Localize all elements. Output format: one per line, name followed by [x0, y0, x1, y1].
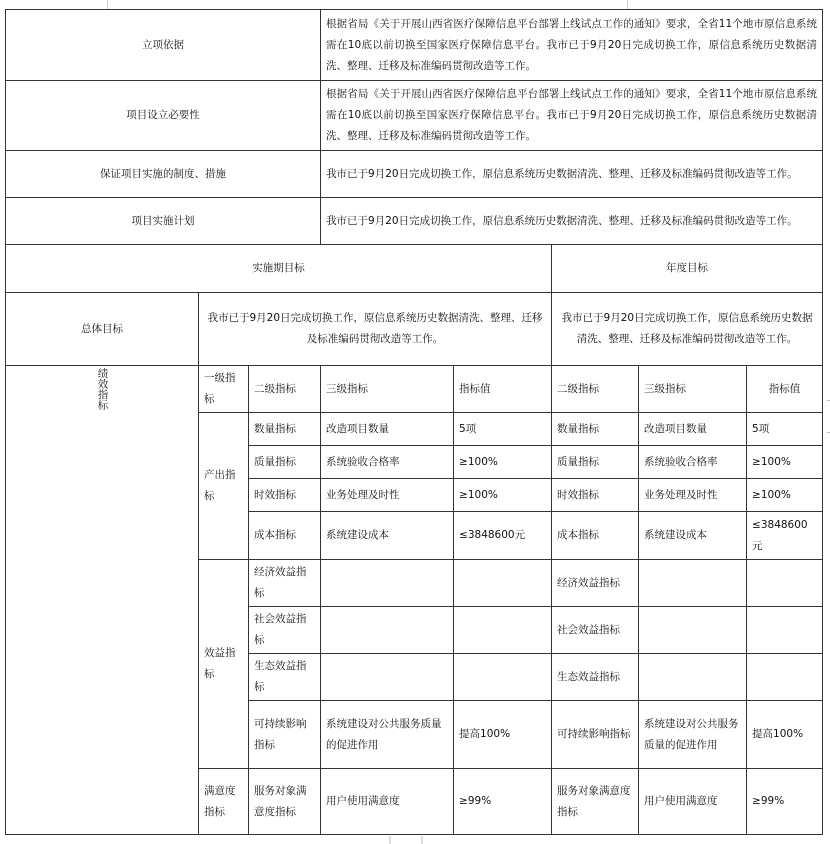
- header-value: 指标值: [454, 366, 552, 413]
- cell-l3-annual: 系统验收合格率: [639, 446, 747, 479]
- basis-text: 根据省局《关于开展山西省医疗保障信息平台部署上线试点工作的通知》要求，全省11个地市原信息系统需在10底以前切换至国家医疗保障信息平台。我市已于9月20日完成切换工作，原信息系统历史数据清洗、整理、迁移及标准编码贯彻改造等工作。: [321, 10, 823, 81]
- cell-l2-annual: 经济效益指标: [552, 560, 639, 607]
- cell-value-annual: ≥100%: [747, 446, 823, 479]
- header-value-annual: 指标值: [747, 366, 823, 413]
- cell-l3-annual: 改造项目数量: [639, 413, 747, 446]
- annual-goal-text: 我市已于9月20日完成切换工作，原信息系统历史数据清洗、整理、迁移及标准编码贯彻改造等工作。: [552, 293, 823, 366]
- cell-l3: [321, 654, 454, 701]
- row-goal-headers: [6, 245, 823, 293]
- cell-l3: [321, 560, 454, 607]
- header-level3-annual: 三级指标: [639, 366, 747, 413]
- cell-l3-annual: [639, 654, 747, 701]
- cell-l3-annual: [639, 560, 747, 607]
- cell-l2: 时效指标: [249, 479, 321, 512]
- page-guide-line: [107, 0, 108, 9]
- row-implementation-plan: [6, 198, 823, 245]
- cell-l2-annual: 数量指标: [552, 413, 639, 446]
- cell-l3: 系统建设成本: [321, 512, 454, 560]
- cell-value-annual: [747, 607, 823, 654]
- cell-l2: 社会效益指标: [249, 607, 321, 654]
- cell-l3: 系统建设对公共服务质量的促进作用: [321, 701, 454, 769]
- header-level2: 二级指标: [249, 366, 321, 413]
- cell-l2: 数量指标: [249, 413, 321, 446]
- cell-value: 提高100%: [454, 701, 552, 769]
- cell-value-annual: 5项: [747, 413, 823, 446]
- cell-l3: 业务处理及时性: [321, 479, 454, 512]
- implementation-goal-header: 实施期目标: [6, 245, 552, 293]
- row-implementation-measures: [6, 151, 823, 198]
- cell-l3-annual: 业务处理及时性: [639, 479, 747, 512]
- header-level1: 一级指标: [199, 366, 249, 413]
- cell-l3-annual: 系统建设成本: [639, 512, 747, 560]
- row-project-basis: [6, 10, 823, 81]
- cell-l2: 质量指标: [249, 446, 321, 479]
- cell-value: ≤3848600元: [454, 512, 552, 560]
- cell-value-annual: ≤3848600元: [747, 512, 823, 560]
- cell-value-annual: 提高100%: [747, 701, 823, 769]
- performance-indicators-text: 绩效指标: [96, 368, 109, 410]
- cell-l3-annual: [639, 607, 747, 654]
- cell-l3-annual: 用户使用满意度: [639, 769, 747, 835]
- cell-l2-annual: 可持续影响指标: [552, 701, 639, 769]
- cell-l2-annual: 社会效益指标: [552, 607, 639, 654]
- cell-l2-annual: 成本指标: [552, 512, 639, 560]
- basis-label: 立项依据: [6, 10, 321, 81]
- cell-l2: 生态效益指标: [249, 654, 321, 701]
- cell-l2-annual: 时效指标: [552, 479, 639, 512]
- cell-value: [454, 560, 552, 607]
- cell-value: ≥100%: [454, 479, 552, 512]
- cell-l3: 用户使用满意度: [321, 769, 454, 835]
- cell-value-annual: [747, 654, 823, 701]
- measures-text: 我市已于9月20日完成切换工作，原信息系统历史数据清洗、整理、迁移及标准编码贯彻改造等工作。: [321, 151, 823, 198]
- overall-goal-label: 总体目标: [6, 293, 199, 366]
- cell-l2: 服务对象满意度指标: [249, 769, 321, 835]
- necessity-text: 根据省局《关于开展山西省医疗保障信息平台部署上线试点工作的通知》要求，全省11个地市原信息系统需在10底以前切换至国家医疗保障信息平台。我市已于9月20日完成切换工作，原信息系统历史数据清洗、整理、迁移及标准编码贯彻改造等工作。: [321, 81, 823, 151]
- cell-value: [454, 607, 552, 654]
- cell-l3: [321, 607, 454, 654]
- cell-l3: 改造项目数量: [321, 413, 454, 446]
- cell-l2-annual: 质量指标: [552, 446, 639, 479]
- row-overall-goal: [6, 293, 823, 366]
- necessity-label: 项目设立必要性: [6, 81, 321, 151]
- header-level2-annual: 二级指标: [552, 366, 639, 413]
- cell-l2: 可持续影响指标: [249, 701, 321, 769]
- page-guide-line: [627, 0, 628, 9]
- cell-l2: 成本指标: [249, 512, 321, 560]
- cell-value-annual: [747, 560, 823, 607]
- cell-value: ≥100%: [454, 446, 552, 479]
- page-edge-marks: [372, 836, 442, 844]
- cell-value: [454, 654, 552, 701]
- cell-value: 5项: [454, 413, 552, 446]
- measures-label: 保证项目实施的制度、措施: [6, 151, 321, 198]
- cell-value: ≥99%: [454, 769, 552, 835]
- cell-l3-annual: 系统建设对公共服务质量的促进作用: [639, 701, 747, 769]
- cell-value-annual: ≥100%: [747, 479, 823, 512]
- satisfaction-indicators-label: 满意度指标: [199, 769, 249, 835]
- cell-l2: 经济效益指标: [249, 560, 321, 607]
- cell-l2-annual: 服务对象满意度指标: [552, 769, 639, 835]
- benefit-indicators-label: 效益指标: [199, 560, 249, 769]
- project-table: [5, 9, 823, 835]
- plan-text: 我市已于9月20日完成切换工作，原信息系统历史数据清洗、整理、迁移及标准编码贯彻改造等工作。: [321, 198, 823, 245]
- header-level3: 三级指标: [321, 366, 454, 413]
- annual-goal-header: 年度目标: [552, 245, 823, 293]
- row-project-necessity: [6, 81, 823, 151]
- performance-indicators-label: [6, 366, 199, 835]
- output-indicators-label: 产出指标: [199, 413, 249, 560]
- plan-label: 项目实施计划: [6, 198, 321, 245]
- cell-l3: 系统验收合格率: [321, 446, 454, 479]
- cell-l2-annual: 生态效益指标: [552, 654, 639, 701]
- implementation-goal-text: 我市已于9月20日完成切换工作，原信息系统历史数据清洗、整理、迁移及标准编码贯彻改造等工作。: [199, 293, 552, 366]
- cell-value-annual: ≥99%: [747, 769, 823, 835]
- row-perf-headers: [6, 366, 823, 413]
